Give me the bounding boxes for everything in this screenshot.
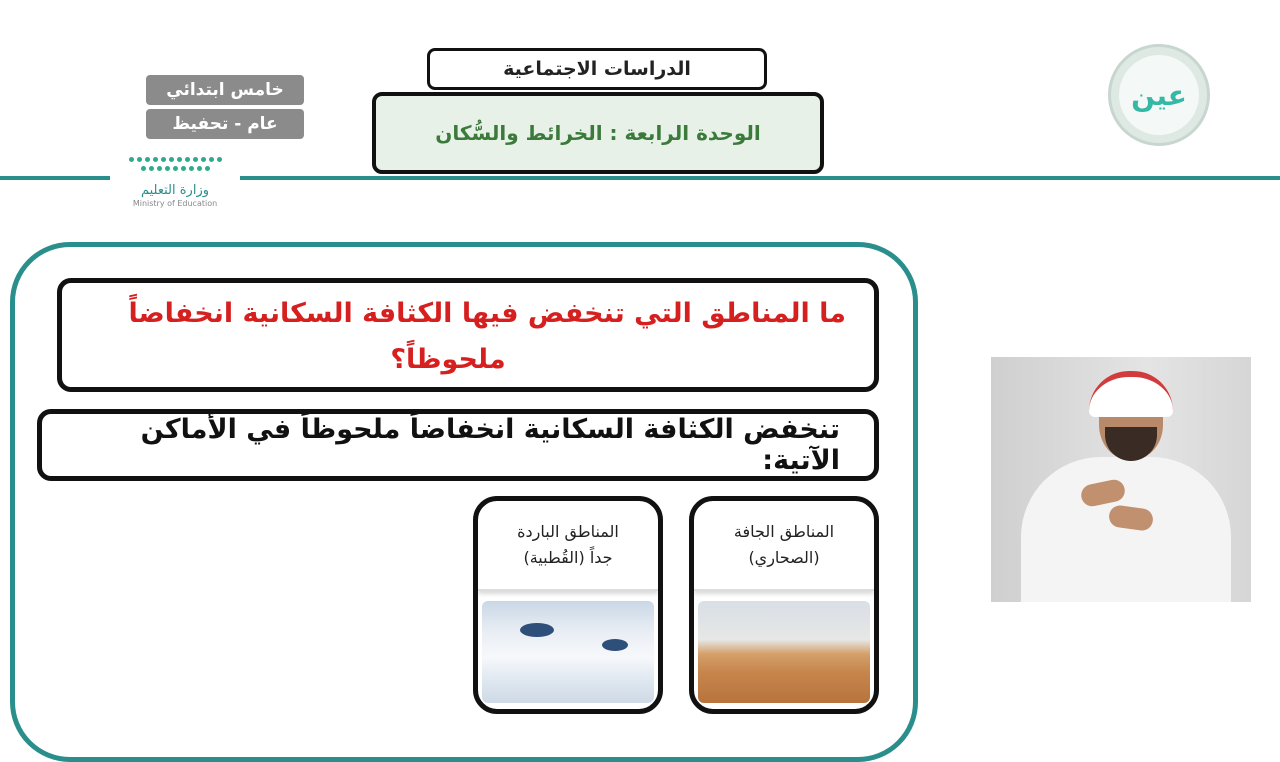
ministry-name-ar: وزارة التعليم	[140, 183, 210, 198]
grade-badge: خامس ابتدائي	[146, 75, 304, 105]
question-line-2: ملحوظاً؟	[390, 344, 506, 375]
card-desert-line2: (الصحاري)	[748, 548, 820, 567]
unit-title: الوحدة الرابعة : الخرائط والسُّكان	[372, 92, 824, 174]
question-line-1: ما المناطق التي تنخفض فيها الكثافة السكانية انخفاضاً	[128, 298, 846, 329]
ministry-dots-icon	[110, 157, 240, 162]
polar-ice-image	[482, 601, 654, 703]
answer-text: تنخفض الكثافة السكانية انخفاضاً ملحوظاً في الأماكن الآتية:	[140, 414, 840, 476]
card-polar-line2: جداً (القُطبية)	[523, 548, 613, 567]
answer-box	[37, 409, 879, 481]
subject-title: الدراسات الاجتماعية	[427, 48, 767, 90]
ministry-name-en: Ministry of Education	[132, 199, 218, 208]
question-box	[57, 278, 879, 392]
sign-language-video	[991, 357, 1251, 602]
ministry-logo	[110, 155, 240, 225]
card-desert-line1: المناطق الجافة	[733, 522, 835, 541]
ein-logo-text: عين	[1119, 55, 1199, 135]
track-badge: عام - تحفيظ	[146, 109, 304, 139]
card-polar-label	[478, 501, 658, 591]
desert-image	[698, 601, 870, 703]
card-desert-label	[694, 501, 874, 591]
card-desert	[689, 496, 879, 714]
card-polar-line1: المناطق الباردة	[517, 522, 619, 541]
card-polar	[473, 496, 663, 714]
signer-body	[1021, 457, 1231, 602]
ein-logo	[1108, 44, 1210, 146]
